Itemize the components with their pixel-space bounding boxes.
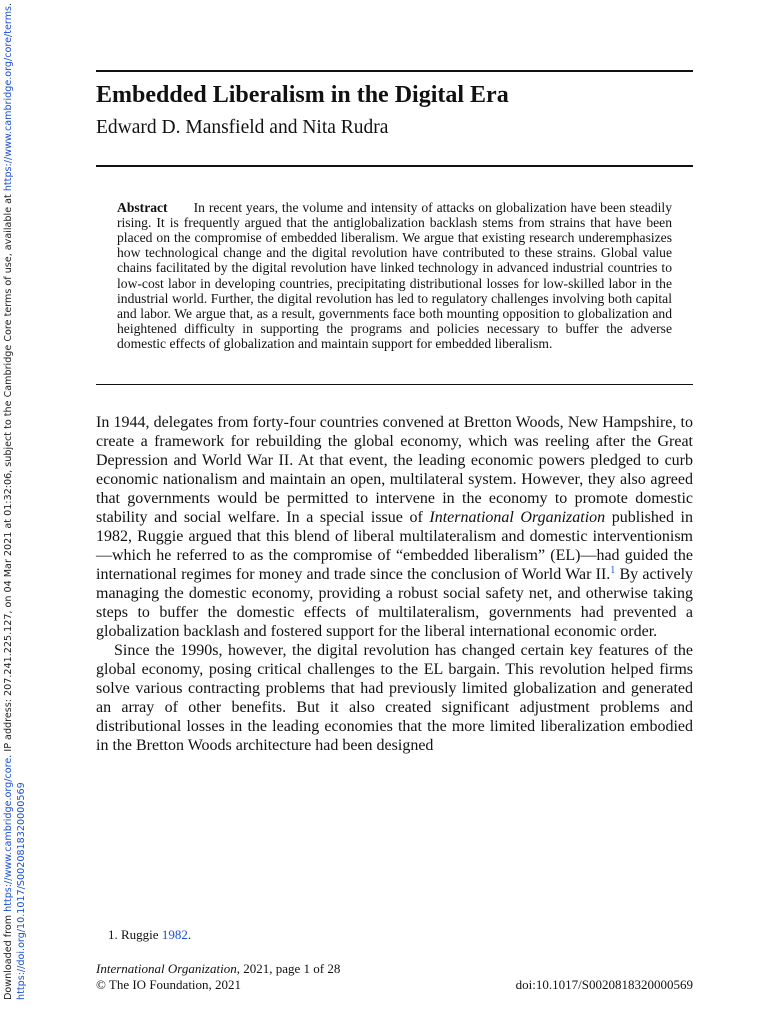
- footnote-end: .: [187, 927, 192, 942]
- download-details: . IP address: 207.241.225.127, on 04 Mar 2021 at 01:32:06, subject to the Cambridge Core terms of use, available at: [3, 191, 14, 758]
- paragraph-text: By actively managing the domestic economy, providing a robust social safety net, and otherwise taking steps to buffer the domestic effects of multilateralism, governments had prevented a globalization backlash and fostered support for the liberal international economic order.: [96, 566, 694, 641]
- body-paragraph: [96, 641, 693, 755]
- footnote-number: 1.: [108, 927, 118, 942]
- top-rule: [96, 70, 693, 72]
- citation-link[interactable]: 1982: [161, 927, 188, 942]
- journal-name: International Organization: [429, 509, 606, 527]
- article-page: [96, 70, 693, 755]
- terms-link[interactable]: https://www.cambridge.org/core/terms: [3, 5, 14, 192]
- footnote-author: Ruggie: [121, 927, 159, 942]
- footer-doi: doi:10.1017/S0020818320000569: [515, 977, 693, 992]
- footnote-reference[interactable]: 1: [610, 565, 616, 577]
- body-paragraph: [96, 413, 693, 641]
- paragraph-text: In 1944, delegates from forty-four countries convened at Bretton Woods, New Hampshire, to create a framework for rebuilding the global economy, which was reeling after the Great Depression and World War II. At that event, the leading economic powers pledged to curb economic nationalism and maintain an open, multilateral system. However, they also agreed that governments would be permitted to intervene in the economy to promote domestic stability and social welfare. In a special issue of: [96, 414, 693, 527]
- article-authors: Edward D. Mansfield and Nita Rudra: [96, 117, 389, 138]
- paragraph-text: Since the 1990s, however, the digital revolution has changed certain key features of the global economy, posing critical challenges to the EL bargain. This revolution helped firms solve various contracting problems that had previously limited globalization and generated an array of other benefits. But it also created significant adjustment problems and distributional losses in the leading economies that the more limited liberalization embodied in the Bretton Woods architecture had been designed: [96, 642, 693, 755]
- header-rule: [96, 165, 693, 167]
- footnote: [108, 927, 191, 943]
- doi-link[interactable]: https://doi.org/10.1017/S0020818320000569: [16, 782, 27, 1000]
- abstract-text: In recent years, the volume and intensity of attacks on globalization have been steadily rising. It is frequently argued that the antiglobalization backlash stems from strains that have been placed on the compromise of embedded liberalism. We argue that existing research underemphasizes how technological change and the digital revolution have contributed to these strains. Global value chains facilitated by the digital revolution have linked technology in advanced industrial countries to low-cost labor in developing countries, precipitating distributional losses for low-skilled labor in the industrial world. Further, the digital revolution has led to regulatory challenges involving both capital and labor. We argue that, as a result, governments face both mounting opposition to globalization and heightened difficulty in supporting the programs and policies necessary to buffer the adverse domestic effects of globalization and maintain support for embedded liberalism.: [117, 199, 672, 352]
- download-prefix: Downloaded from: [3, 911, 14, 1000]
- abstract-label: Abstract: [117, 199, 168, 215]
- abstract: [117, 200, 672, 352]
- paragraph-text: published in 1982, Ruggie argued that this blend of liberal multilateralism and domestic interventionism—which he referred to as the compromise of “embedded liberalism” (EL)—had guided the international regimes for money and trade since the conclusion of World War II.: [96, 509, 694, 584]
- download-info-sidebar: [0, 0, 34, 1024]
- download-suffix: .: [3, 2, 14, 6]
- article-title: Embedded Liberalism in the Digital Era: [96, 82, 509, 108]
- abstract-rule: [96, 384, 693, 386]
- article-body: [96, 413, 693, 755]
- footer-page-info: , 2021, page 1 of 28: [236, 961, 341, 976]
- cambridge-core-link[interactable]: https://www.cambridge.org/core: [3, 757, 14, 912]
- footer-copyright: © The IO Foundation, 2021: [96, 977, 242, 992]
- footer-left: [96, 961, 340, 993]
- download-info-text: [2, 2, 28, 1000]
- footer-journal: International Organization: [96, 961, 237, 976]
